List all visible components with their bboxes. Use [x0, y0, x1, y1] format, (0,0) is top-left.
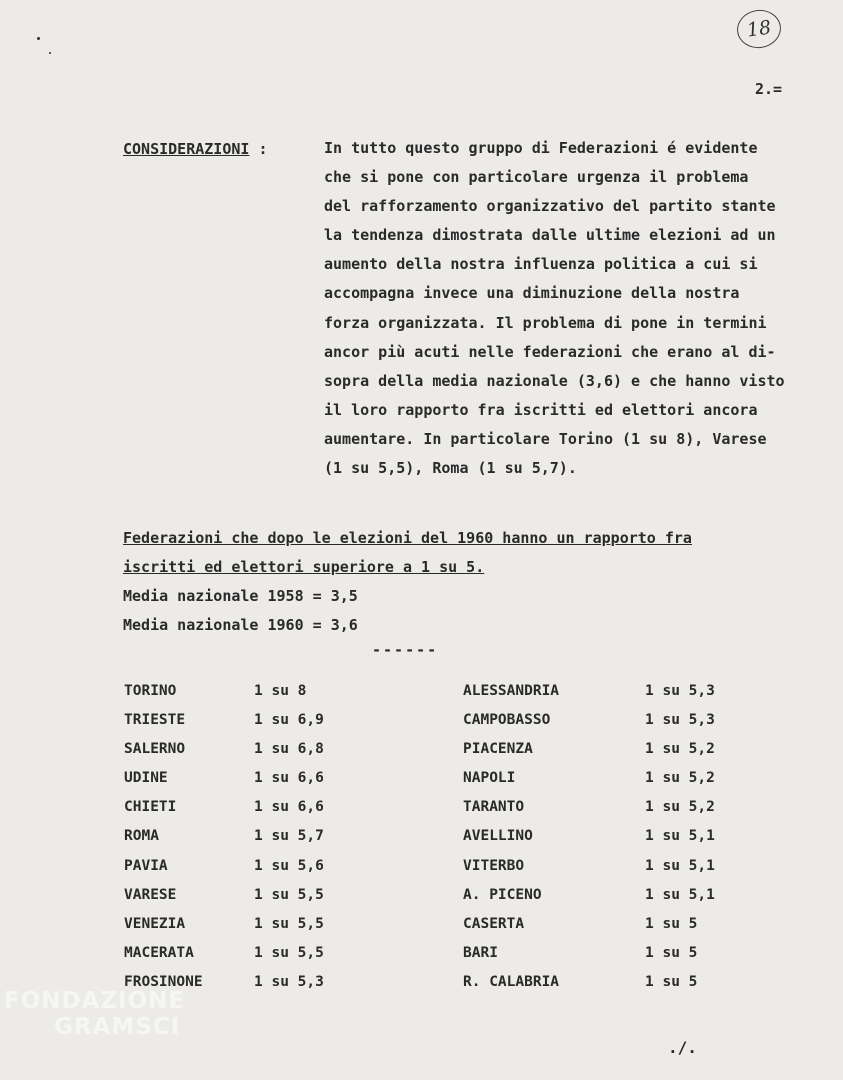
federation-name: AVELLINO [463, 828, 533, 845]
federation-ratio: 1 su 5,2 [645, 770, 715, 787]
considerazioni-label [123, 140, 268, 158]
paragraph-line: del rafforzamento organizzativo del partito stante [324, 197, 776, 216]
federation-ratio: 1 su 5,7 [254, 828, 324, 845]
federation-ratio: 1 su 5,1 [645, 886, 715, 903]
watermark-logo [4, 988, 214, 1040]
ink-speck [49, 52, 51, 54]
federation-name: VENEZIA [124, 915, 186, 932]
federation-name: VITERBO [463, 857, 525, 874]
paragraph-line: accompagna invece una diminuzione della nostra [324, 284, 740, 303]
federation-name: ROMA [124, 828, 159, 845]
paragraph-line: aumento della nostra influenza politica a cui si [324, 255, 758, 274]
federation-ratio: 1 su 6,6 [254, 799, 324, 816]
federation-ratio: 1 su 5,6 [254, 857, 324, 874]
considerazioni-paragraph [324, 137, 843, 486]
media-line: Media nazionale 1960 = 3,6 [123, 616, 358, 635]
ink-speck [37, 37, 40, 40]
federation-name: PIACENZA [463, 741, 533, 758]
heading-line: iscritti ed elettori superiore a 1 su 5. [123, 558, 485, 577]
federation-ratio: 1 su 5,3 [645, 712, 715, 729]
heading-line: Federazioni che dopo le elezioni del 1960 hanno un rapporto fra [123, 529, 692, 547]
federation-name: CAMPOBASSO [463, 712, 551, 729]
federation-ratio: 1 su 5,2 [645, 741, 715, 758]
media-line: Media nazionale 1958 = 3,5 [123, 587, 358, 605]
paragraph-line: ancor più acuti nelle federazioni che erano al di- [324, 342, 776, 361]
media-nazionale [123, 585, 358, 643]
paragraph-line: aumentare. In particolare Torino (1 su 8), Varese [324, 429, 767, 448]
paragraph-line: (1 su 5,5), Roma (1 su 5,7). [324, 459, 577, 478]
circled-page-number: 18 [735, 7, 784, 51]
federation-name: CASERTA [463, 915, 525, 932]
federation-name: FROSINONE [124, 973, 203, 990]
federation-name: A. PICENO [463, 886, 542, 903]
federation-name: R. CALABRIA [463, 973, 560, 990]
federation-ratio: 1 su 5 [645, 944, 698, 961]
paragraph-line: forza organizzata. Il problema di pone in termini [324, 313, 767, 332]
federation-name: NAPOLI [463, 770, 516, 787]
paragraph-line: il loro rapporto fra iscritti ed elettori ancora [324, 400, 758, 419]
paragraph-line: In tutto questo gruppo di Federazioni é evidente [324, 139, 758, 157]
federation-ratio: 1 su 6,9 [254, 712, 324, 729]
federation-ratio: 1 su 5,5 [254, 944, 324, 961]
federation-name: BARI [463, 944, 498, 961]
federation-name: SALERNO [124, 741, 186, 758]
federation-ratio: 1 su 8 [254, 683, 307, 699]
federation-name: TARANTO [463, 799, 525, 816]
federation-name: TORINO [124, 683, 177, 699]
paragraph-line: sopra della media nazionale (3,6) e che hanno visto [324, 371, 785, 390]
federation-name: ALESSANDRIA [463, 683, 560, 699]
federation-ratio: 1 su 6,8 [254, 741, 324, 758]
federation-name: TRIESTE [124, 712, 186, 729]
federation-ratio: 1 su 5,2 [645, 799, 715, 816]
considerazioni-title: CONSIDERAZIONI [123, 140, 250, 158]
federation-name: UDINE [124, 770, 168, 787]
paragraph-line: la tendenza dimostrata dalle ultime elezioni ad un [324, 226, 776, 245]
federation-ratio: 1 su 6,6 [254, 770, 324, 787]
federation-ratio: 1 su 5,5 [254, 886, 324, 903]
federation-ratio: 1 su 5,1 [645, 828, 715, 845]
watermark-line: GRAMSCI [54, 1014, 181, 1040]
federation-name: CHIETI [124, 799, 177, 816]
federation-ratio: 1 su 5 [645, 915, 698, 932]
federation-name: MACERATA [124, 944, 194, 961]
federation-ratio: 1 su 5 [645, 973, 698, 990]
considerazioni-colon: : [258, 140, 268, 158]
page-number: 2.= [755, 80, 783, 98]
paragraph-line: che si pone con particolare urgenza il problema [324, 168, 749, 187]
watermark-line: FONDAZIONE [4, 988, 186, 1014]
federazioni-heading [123, 527, 692, 585]
separator: ------ [372, 641, 439, 659]
federation-ratio: 1 su 5,5 [254, 915, 324, 932]
federation-ratio: 1 su 5,3 [254, 973, 324, 990]
federation-ratio: 1 su 5,3 [645, 683, 715, 699]
federation-name: PAVIA [124, 857, 168, 874]
federation-ratio: 1 su 5,1 [645, 857, 715, 874]
continuation-mark: ./. [668, 1038, 697, 1057]
federation-name: VARESE [124, 886, 177, 903]
